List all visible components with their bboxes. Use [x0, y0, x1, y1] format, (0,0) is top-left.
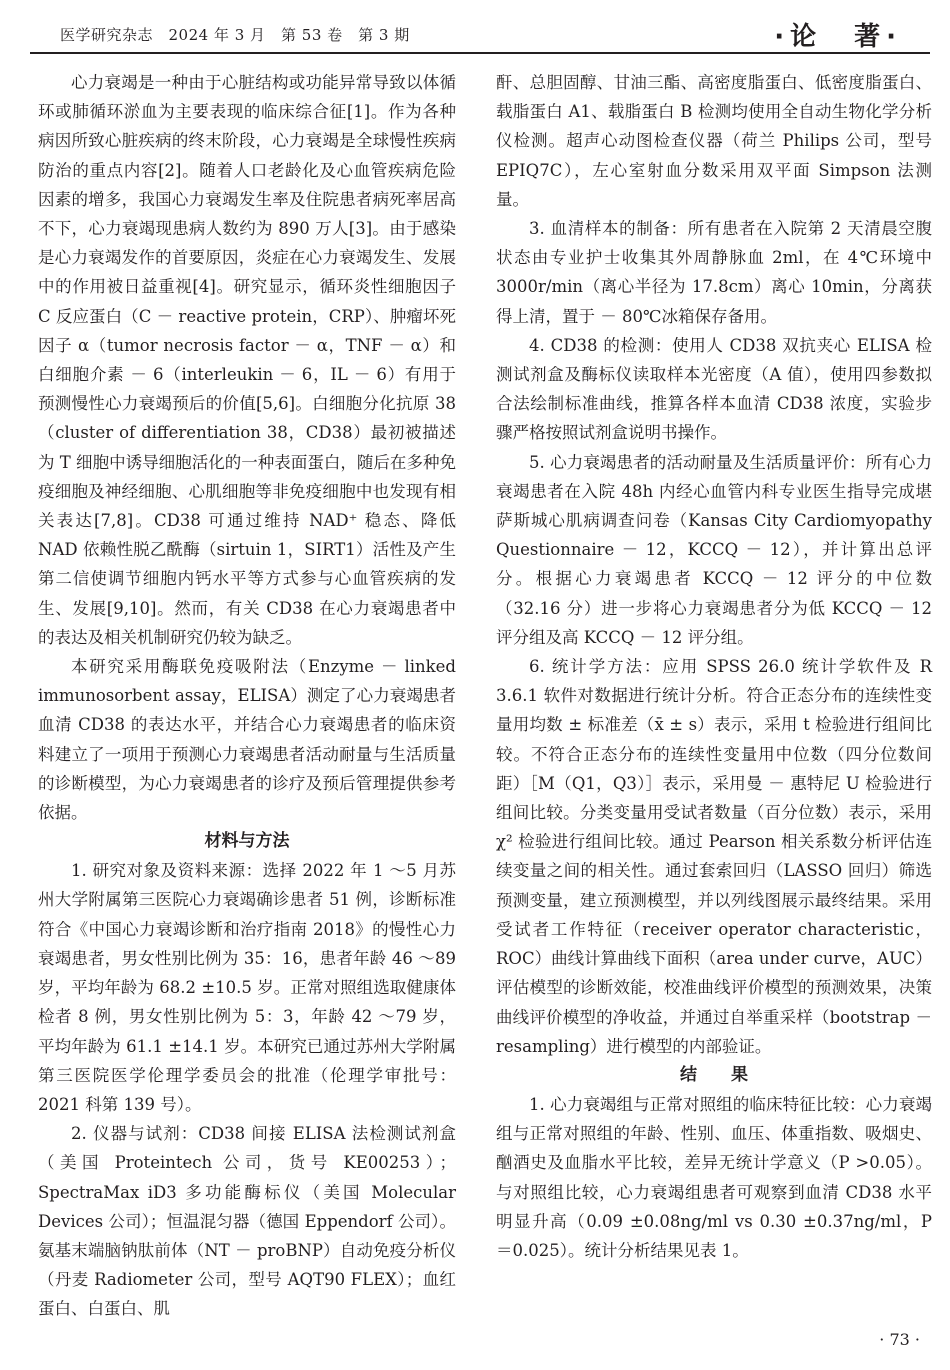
right-column	[496, 68, 932, 1265]
section-tag: ·论 著·	[774, 22, 902, 52]
running-header	[30, 22, 920, 52]
methods-statistics: 6. 统计学方法：应用 SPSS 26.0 统计学软件及 R 3.6.1 软件对数据进行统计分析。符合正态分布的连续性变量用均数 ± 标准差（x̄ ± s）表示，采用 t 检验进行组间比较。不符合正态分布的连续性变量用中位数（四分位数间距）［M（Q1，Q3）］表示，采用曼 － 惠特尼 U 检验进行组间比较。分类变量用受试者数量（百分位数）表示，采用 χ² 检验进行组间比较。通过 Pearson 相关系数分析评估连续变量之间的相关性。通过套索回归（LASSO 回归）筛选预测变量，建立预测模型，并以列线图展示最终结果。采用受试者工作特征（receiver operator characteristic，ROC）曲线计算曲线下面积（area under curve，AUC）评估模型的诊断效能，校准曲线评价模型的预测效果，决策曲线评价模型的净收益，并通过自举重采样（bootstrap － resampling）进行模型的内部验证。	[496, 657, 932, 1056]
intro-paragraph-1: 心力衰竭是一种由于心脏结构或功能异常导致以体循环或肺循环淤血为主要表现的临床综合征[1]。作为各种病因所致心脏疾病的终末阶段，心力衰竭是全球慢性疾病防治的重点内容[2]。随着人口老龄化及心血管疾病危险因素的增多，我国心力衰竭发生率及住院患者病死率居高不下，心力衰竭现患病人数约为 890 万人[3]。由于感染是心力衰竭发作的首要原因，炎症在心力衰竭发生、发展中的作用被日益重视[4]。研究显示，循环炎性细胞因子 C 反应蛋白（C － reactive protein，CRP）、肿瘤坏死因子 α（tumor necrosis factor － α，TNF － α）和白细胞介素 － 6（interleukin － 6，IL － 6）有用于预测慢性心力衰竭预后的价值[5,6]。白细胞分化抗原 38（cluster of differentiation 38，CD38）最初被描述为 T 细胞中诱导细胞活化的一种表面蛋白，随后在多种免疫细胞及神经细胞、心肌细胞等非免疫细胞中也发现有相关表达[7,8]。CD38 可通过维持 NAD⁺ 稳态、降低 NAD 依赖性脱乙酰酶（sirtuin 1，SIRT1）活性及产生第二信使调节细胞内钙水平等方式参与心血管疾病的发生、发展[9,10]。然而，有关 CD38 在心力衰竭患者中的表达及相关机制研究仍较为缺乏。	[38, 73, 456, 647]
results-heading: 结 果	[680, 1064, 748, 1085]
page-number: · 73 ·	[879, 1330, 920, 1349]
methods-instruments: 2. 仪器与试剂：CD38 间接 ELISA 法检测试剂盒（美国 Proteintech 公司，货号 KE00253）；SpectraMax iD3 多功能酶标仪（美国 Molecular Devices 公司）；恒温混匀器（德国 Eppendorf 公司）。氨基末端脑钠肽前体（NT － proBNP）自动免疫分析仪（丹麦 Radiometer 公司，型号 AQT90 FLEX）；血红蛋白、白蛋白、肌	[38, 1124, 456, 1319]
results-paragraph-1: 1. 心力衰竭组与正常对照组的临床特征比较：心力衰竭组与正常对照组的年龄、性别、血压、体重指数、吸烟史、酗酒史及血脂水平比较，差异无统计学意义（P >0.05）。与对照组比较，心力衰竭组患者可观察到血清 CD38 水平明显升高（0.09 ±0.08ng/ml vs 0.30 ±0.37ng/ml，P ＝0.025）。统计分析结果见表 1。	[496, 1094, 932, 1260]
methods-heading: 材料与方法	[204, 831, 290, 852]
methods-cd38-detection: 4. CD38 的检测：使用人 CD38 双抗夹心 ELISA 检测试剂盒及酶标仪读取样本光密度（A 值），使用四参数拟合法绘制标准曲线，推算各样本血清 CD38 浓度，实验步骤严格按照试剂盒说明书操作。	[496, 335, 932, 443]
intro-paragraph-2: 本研究采用酶联免疫吸附法（Enzyme － linked immunosorbent assay，ELISA）测定了心力衰竭患者血清 CD38 的表达水平，并结合心力衰竭患者的临床资料建立了一项用于预测心力衰竭患者活动耐量与生活质量的诊断模型，为心力衰竭患者的诊疗及预后管理提供参考依据。	[38, 657, 456, 823]
methods-subjects: 1. 研究对象及资料来源：选择 2022 年 1 ～5 月苏州大学附属第三医院心力衰竭确诊患者 51 例，诊断标准符合《中国心力衰竭诊断和治疗指南 2018》的慢性心力衰竭患者，男女性别比例为 35：16，患者年龄 46 ～89 岁，平均年龄为 68.2 ±10.5 岁。正常对照组选取健康体检者 8 例，男女性别比例为 5：3，年龄 42 ～79 岁，平均年龄为 61.1 ±14.1 岁。本研究已通过苏州大学附属第三医院医学伦理学委员会的批准（伦理学审批号：2021 科第 139 号）。	[38, 861, 456, 1114]
journal-info: 医学研究杂志 2024 年 3 月 第 53 卷 第 3 期	[60, 26, 410, 44]
left-column	[38, 68, 456, 1324]
header-rule	[30, 52, 930, 54]
methods-serum-prep: 3. 血清样本的制备：所有患者在入院第 2 天清晨空腹状态由专业护士收集其外周静脉血 2ml，在 4℃环境中 3000r/min（离心半径为 17.8cm）离心 10min，分离获得上清，置于 － 80℃冰箱保存备用。	[496, 219, 932, 326]
methods-instruments-continued: 酐、总胆固醇、甘油三酯、高密度脂蛋白、低密度脂蛋白、载脂蛋白 A1、载脂蛋白 B 检测均使用全自动生物化学分析仪检测。超声心动图检查仪器（荷兰 Philips 公司，型号 EPIQ7C），左心室射血分数采用双平面 Simpson 法测量。	[496, 73, 932, 209]
methods-kccq-evaluation: 5. 心力衰竭患者的活动耐量及生活质量评价：所有心力衰竭患者在入院 48h 内经心血管内科专业医生指导完成堪萨斯城心肌病调查问卷（Kansas City Cardiomyopathy Questionnaire － 12，KCCQ － 12），并计算出总评分。根据心力衰竭患者 KCCQ － 12 评分的中位数（32.16 分）进一步将心力衰竭患者分为低 KCCQ － 12 评分组及高 KCCQ － 12 评分组。	[496, 452, 932, 647]
